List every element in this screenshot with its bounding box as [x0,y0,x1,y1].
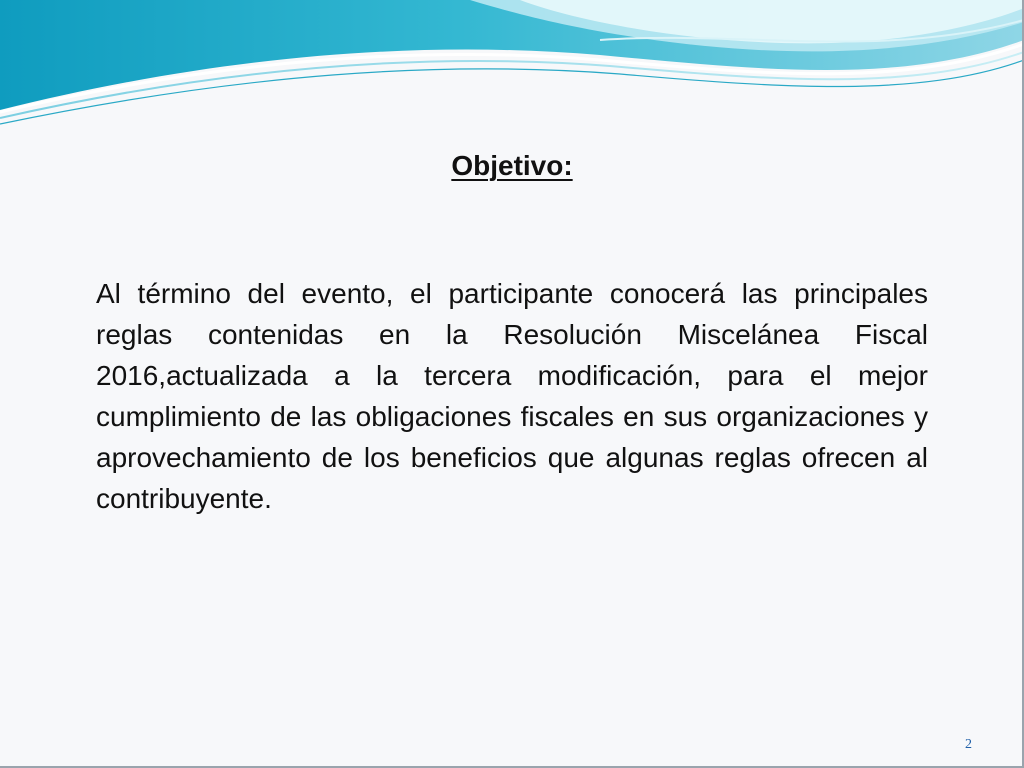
slide-title-text: Objetivo: [451,150,573,181]
page-number: 2 [965,737,972,752]
header-wave-decoration [0,0,1024,140]
slide-title [0,150,1024,182]
slide-body-paragraph: Al término del evento, el participante conocerá las principales reglas contenidas en la Resolución Miscelánea Fiscal 2016,actualizada a la tercera modificación, para el mejor cumplimiento de las obligaciones fiscales en sus organizaciones y aprovechamiento de los beneficios que algunas reglas ofrecen al contribuyente. [96,278,928,514]
